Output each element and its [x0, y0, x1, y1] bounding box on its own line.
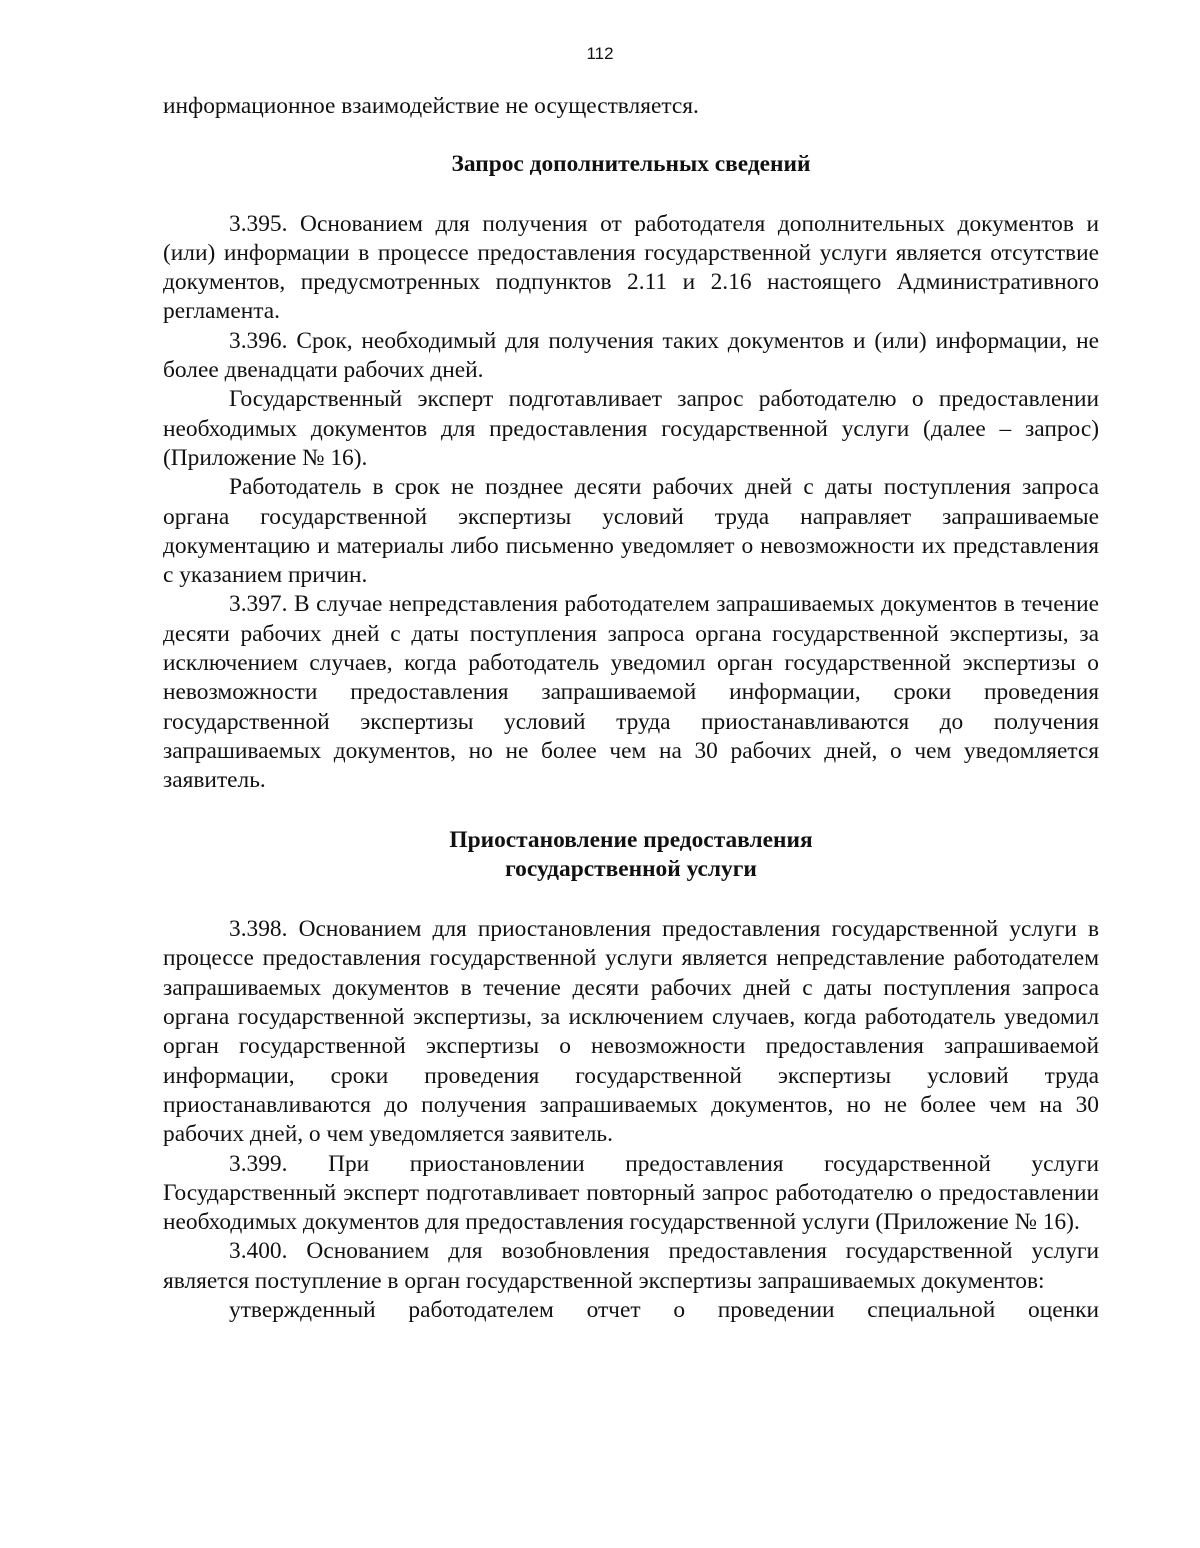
document-body	[163, 92, 1099, 1325]
paragraph-3-397: 3.397. В случае непредставления работодателем запрашиваемых документов в течение десяти рабочих дней с даты поступления запроса органа государственной экспертизы, за исключением случаев, когда работодатель уведомил орган государственной экспертизы о невозможности предоставления запрашиваемой информации, сроки проведения государственной экспертизы условий труда приостанавливаются до получения запрашиваемых документов, но не более чем на 30 рабочих дней, о чем уведомляется заявитель.	[163, 591, 1099, 794]
intro-line: информационное взаимодействие не осуществляется.	[163, 93, 699, 119]
section-heading-suspension-line1: Приостановление предоставления	[449, 826, 813, 853]
section-heading-additional-info: Запрос дополнительных сведений	[451, 151, 811, 178]
paragraph-3-400: 3.400. Основанием для возобновления предоставления государственной услуги является поступление в орган государственной экспертизы запрашиваемых документов:	[163, 1238, 1099, 1294]
paragraph-approved-report: утвержденный работодателем отчет о проведении специальной оценки	[229, 1296, 1099, 1323]
section-heading-suspension-line2: государственной услуги	[505, 855, 757, 882]
paragraph-employer-response: Работодатель в срок не позднее десяти рабочих дней с даты поступления запроса органа государственной экспертизы условий труда направляет запрашиваемые документацию и материалы либо письменно уведомляет о невозможности их представления с указанием причин.	[163, 474, 1099, 589]
section-heading-suspension	[163, 826, 1099, 885]
paragraph-3-398: 3.398. Основанием для приостановления предоставления государственной услуги в процессе предоставления государственной услуги является непредставление работодателем запрашиваемых документов в течение десяти рабочих дней с даты поступления запроса органа государственной экспертизы, за исключением случаев, когда работодатель уведомил орган государственной экспертизы о невозможности предоставления запрашиваемой информации, сроки проведения государственной экспертизы условий труда приостанавливаются до получения запрашиваемых документов, но не более чем на 30 рабочих дней, о чем уведомляется заявитель.	[163, 916, 1099, 1148]
paragraph-3-395: 3.395. Основанием для получения от работодателя дополнительных документов и (или) информации в процессе предоставления государственной услуги является отсутствие документов, предусмотренных подпунктов 2.11 и 2.16 настоящего Административного регламента.	[163, 210, 1099, 325]
paragraph-expert-request: Государственный эксперт подготавливает запрос работодателю о предоставлении необходимых документов для предоставления государственной услуги (далее – запрос) (Приложение № 16).	[163, 386, 1099, 471]
page-number: 112	[586, 44, 614, 63]
paragraph-3-396: 3.396. Срок, необходимый для получения таких документов и (или) информации, не более двенадцати рабочих дней.	[163, 327, 1099, 384]
paragraph-3-399: 3.399. При приостановлении предоставления государственной услуги Государственный эксперт подготавливает повторный запрос работодателю о предоставлении необходимых документов для предоставления государственной услуги (Приложение № 16).	[163, 1150, 1099, 1236]
